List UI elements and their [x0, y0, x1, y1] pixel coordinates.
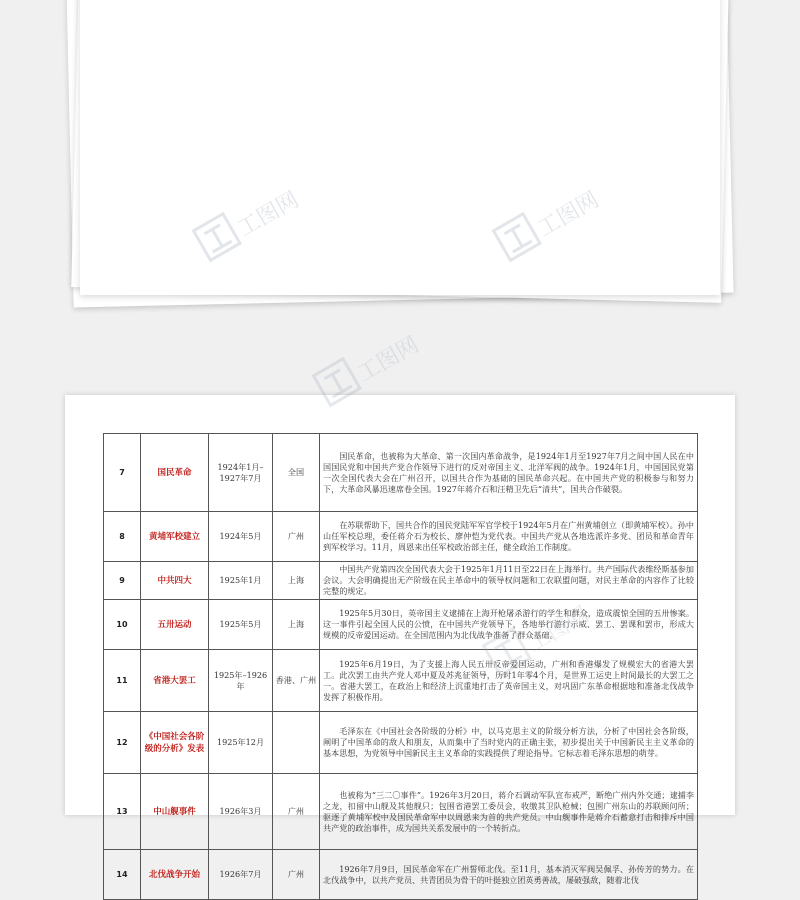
event-description: 也被称为“三二〇事件”。1926年3月20日，蒋介石调动军队宣布戒严，断绝广州内外交通；逮捕李之龙，扣留中山舰及其他舰只；包围省港罢工委员会，收缴其卫队枪械；包围广州东山的苏联顾问所；驱逐了黄埔军校中及国民革命军中以周恩来为首的共产党员。中山舰事件是蒋介石蓄意打击和排斥中国共产党的政治事件，成为国共关系发展中的一个转折点。 — [320, 774, 698, 850]
table-row — [104, 434, 698, 512]
row-number: 12 — [104, 712, 141, 774]
row-number: 9 — [104, 562, 141, 600]
svg-text:工图网: 工图网 — [233, 187, 304, 243]
table-row — [104, 712, 698, 774]
svg-text:工图网: 工图网 — [533, 187, 604, 243]
event-time: 1924年5月 — [209, 512, 273, 562]
event-time: 1925年1月 — [209, 562, 273, 600]
event-name: 国民革命 — [141, 434, 209, 512]
event-place: 上海 — [273, 562, 320, 600]
event-time: 1925年–1926年 — [209, 650, 273, 712]
event-description: 1926年7月9日，国民革命军在广州誓师北伐。至11月，基本消灭军阀吴佩孚、孙传芳的势力。在北伐战争中，以共产党员、共青团员为骨干的叶挺独立团英勇善战，屡破强敌，随着北伐 — [320, 850, 698, 900]
event-description: 1925年5月30日，英帝国主义逮捕在上海开枪屠杀游行的学生和群众，造成震惊全国的五卅惨案。这一事件引起全国人民的公愤，在中国共产党领导下，各地举行游行示威、罢工、罢课和罢市，形成大规模的反帝爱国运动。在全国范围内为北伐战争准备了群众基础。 — [320, 600, 698, 650]
svg-text:工图网: 工图网 — [523, 602, 594, 658]
event-description: 在苏联帮助下，国共合作的国民党陆军军官学校于1924年5月在广州黄埔创立（即黄埔军校）。孙中山任军校总理，委任蒋介石为校长、廖仲恺为党代表。中国共产党从各地选派许多党、团员和革命青年到军校学习。11月，周恩来出任军校政治部主任，健全政治工作制度。 — [320, 512, 698, 562]
row-number: 7 — [104, 434, 141, 512]
event-place: 全国 — [273, 434, 320, 512]
event-place: 广州 — [273, 774, 320, 850]
event-name: 中山舰事件 — [141, 774, 209, 850]
history-events-table — [103, 433, 698, 900]
event-name: 五卅运动 — [141, 600, 209, 650]
row-number: 8 — [104, 512, 141, 562]
event-name: 北伐战争开始 — [141, 850, 209, 900]
event-place: 广州 — [273, 512, 320, 562]
table-row — [104, 512, 698, 562]
event-description: 中国共产党第四次全国代表大会于1925年1月11日至22日在上海举行。共产国际代表维经斯基参加会议。大会明确提出无产阶级在民主革命中的领导权问题和工农联盟问题，对民主革命的内容作了比较完整的规定。 — [320, 562, 698, 600]
event-place: 上海 — [273, 600, 320, 650]
svg-text:工图网: 工图网 — [353, 332, 424, 388]
row-number: 10 — [104, 600, 141, 650]
event-place: 香港、广州 — [273, 650, 320, 712]
row-number: 11 — [104, 650, 141, 712]
row-number: 13 — [104, 774, 141, 850]
event-time: 1926年3月 — [209, 774, 273, 850]
event-name: 黄埔军校建立 — [141, 512, 209, 562]
table-row — [104, 562, 698, 600]
table-row — [104, 600, 698, 650]
table-row — [104, 650, 698, 712]
event-name: 《中国社会各阶级的分析》发表 — [141, 712, 209, 774]
event-description: 1925年6月19日，为了支援上海人民五卅反帝爱国运动，广州和香港爆发了规模宏大的省港大罢工。此次罢工由共产党人邓中夏及苏兆征领导，历时1年零4个月，是世界工运史上时间最长的大罢工之一。省港大罢工，在政治上和经济上沉重地打击了英帝国主义，对巩固广东革命根据地和准备北伐战争发挥了积极作用。 — [320, 650, 698, 712]
event-name: 中共四大 — [141, 562, 209, 600]
event-time: 1924年1月–1927年7月 — [209, 434, 273, 512]
event-place — [273, 712, 320, 774]
event-time: 1925年12月 — [209, 712, 273, 774]
event-place: 广州 — [273, 850, 320, 900]
document-page — [65, 395, 735, 885]
event-description: 国民革命，也被称为大革命、第一次国内革命战争，是1924年1月至1927年7月之间中国人民在中国国民党和中国共产党合作领导下进行的反对帝国主义、北洋军阀的战争。1924年1月，中国国民党第一次全国代表大会在广州召开，以国共合作为基础的国民革命兴起。在中国共产党的积极参与和努力下，大革命风暴迅速席卷全国。1927年蒋介石和汪精卫先后“清共”，国共合作破裂。 — [320, 434, 698, 512]
event-time: 1925年5月 — [209, 600, 273, 650]
blank-paper-sheet — [80, 0, 720, 295]
event-time: 1926年7月 — [209, 850, 273, 900]
event-name: 省港大罢工 — [141, 650, 209, 712]
table-row — [104, 850, 698, 900]
table-row — [104, 774, 698, 850]
row-number: 14 — [104, 850, 141, 900]
event-description: 毛泽东在《中国社会各阶级的分析》中，以马克思主义的阶级分析方法，分析了中国社会各阶级，阐明了中国革命的敌人和朋友，从而集中了当时党内的正确主张，初步提出关于中国新民主主义革命的基本思想，为党领导中国新民主主义革命的实践提供了理论指导。它标志着毛泽东思想的萌芽。 — [320, 712, 698, 774]
